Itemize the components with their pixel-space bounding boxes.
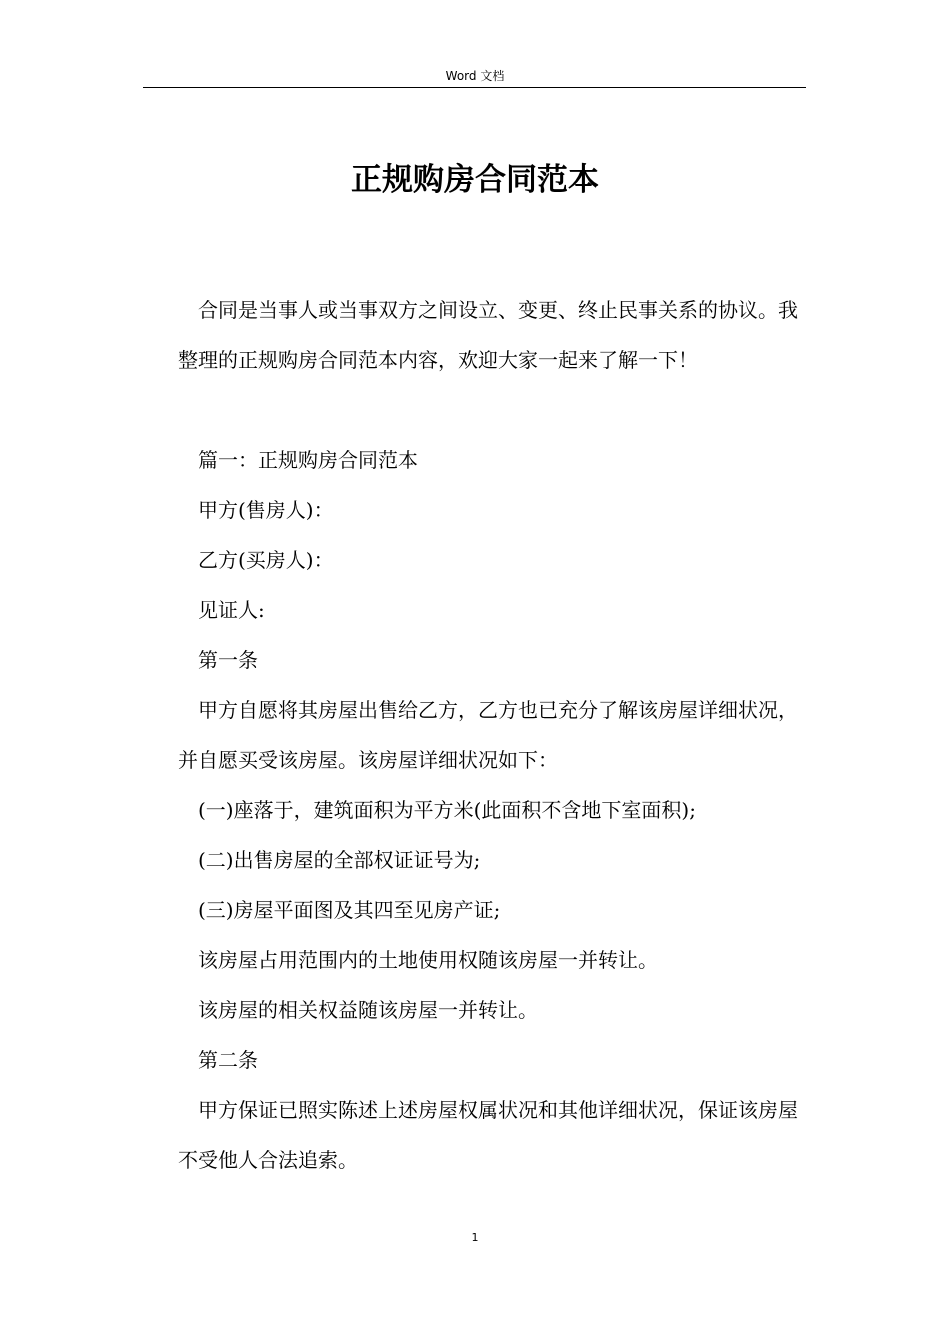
paragraph-article-2-body: 甲方保证已照实陈述上述房屋权属状况和其他详细状况，保证该房屋不受他人合法追索。	[178, 1098, 798, 1172]
header-rule	[143, 87, 806, 88]
paragraph-item-2: (二)出售房屋的全部权证证号为;	[198, 848, 481, 872]
paragraph-article-1-body: 甲方自愿将其房屋出售给乙方，乙方也已充分了解该房屋详细状况，并自愿买受该房屋。该房屋详细状况如下：	[178, 698, 798, 772]
paragraph-rights: 该房屋的相关权益随该房屋一并转让。	[198, 998, 538, 1022]
paragraph-article-1: 第一条	[198, 648, 258, 672]
page-number: 1	[471, 1231, 479, 1244]
document-title: 正规购房合同范本	[351, 162, 599, 198]
paragraph-party-a: 甲方(售房人)：	[198, 498, 334, 522]
paragraph-article-2: 第二条	[198, 1048, 258, 1072]
paragraph-land-use: 该房屋占用范围内的土地使用权随该房屋一并转让。	[198, 948, 658, 972]
paragraph-party-b: 乙方(买房人)：	[198, 548, 334, 572]
paragraph-intro: 合同是当事人或当事双方之间设立、变更、终止民事关系的协议。我整理的正规购房合同范本内容，欢迎大家一起来了解一下！	[178, 298, 798, 372]
paragraph-witness: 见证人:	[198, 598, 265, 622]
paragraph-item-3: (三)房屋平面图及其四至见房产证;	[198, 898, 501, 922]
paragraph-item-1: (一)座落于，建筑面积为平方米(此面积不含地下室面积);	[198, 798, 696, 822]
paragraph-section-heading: 篇一：正规购房合同范本	[198, 448, 418, 472]
header-label: Word 文档	[445, 69, 505, 83]
